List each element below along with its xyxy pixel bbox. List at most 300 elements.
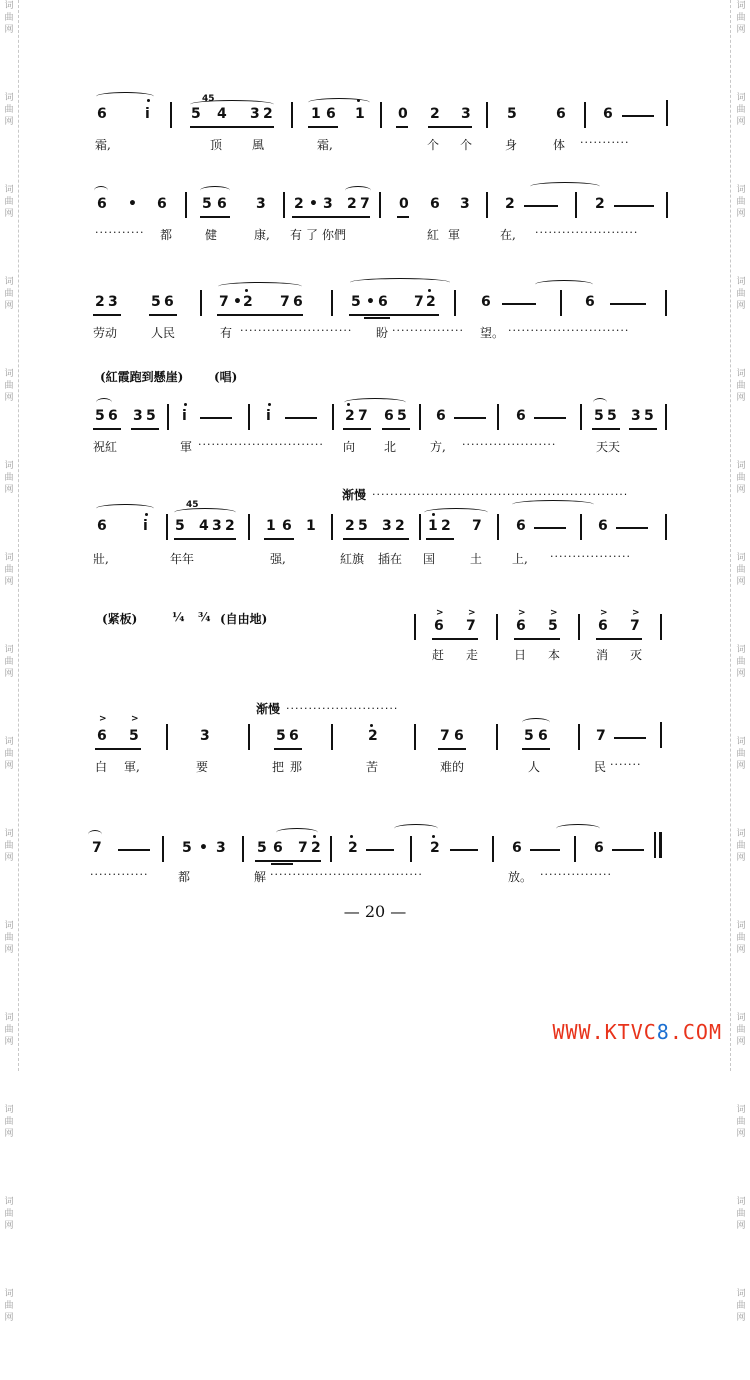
side-watermark-char: 曲	[4, 105, 14, 115]
side-watermark-char: 网	[736, 393, 746, 403]
note: 6	[556, 106, 566, 122]
side-watermark-char: 网	[4, 945, 14, 955]
side-watermark-char: 曲	[736, 197, 746, 207]
high-dot	[432, 513, 435, 516]
high-dot	[245, 289, 248, 292]
note: 3	[256, 196, 266, 212]
note: 7	[219, 294, 229, 310]
note: 6	[289, 728, 299, 744]
note: 6	[273, 840, 283, 856]
note: 1	[355, 106, 365, 122]
note: 3	[631, 408, 641, 424]
side-watermark-gap	[734, 1324, 748, 1380]
high-dot	[357, 99, 360, 102]
side-watermark-char: 曲	[4, 1117, 14, 1127]
bar-line	[580, 404, 582, 430]
note: 6	[516, 518, 526, 534]
lyric: 向	[343, 440, 356, 454]
bar-line	[665, 404, 667, 430]
note: 6	[594, 840, 604, 856]
note: 6	[384, 408, 394, 424]
note: •	[128, 196, 137, 212]
score-system-4	[0, 392, 750, 472]
side-watermark-char: 网	[736, 945, 746, 955]
side-watermark-char: 曲	[736, 473, 746, 483]
side-watermark-char: 网	[4, 1037, 14, 1047]
lyric: 霜,	[95, 138, 111, 152]
lyric: 难的	[440, 760, 465, 774]
note: 6	[603, 106, 613, 122]
side-watermark-gap	[734, 1048, 748, 1104]
side-watermark-char: 曲	[4, 197, 14, 207]
note: 6	[97, 728, 107, 744]
watermark-suffix: .COM	[669, 1020, 722, 1044]
side-watermark-char: 曲	[4, 1025, 14, 1035]
note: 6	[598, 618, 608, 634]
side-watermark-char: 网	[736, 117, 746, 127]
watermark-number: 8	[656, 1020, 670, 1044]
page-number: — 20 —	[343, 902, 407, 921]
accent-mark: >	[131, 714, 139, 724]
score-system-6	[0, 606, 750, 686]
side-watermark-char: 词	[736, 1013, 746, 1023]
lyric: 你們	[322, 228, 347, 242]
note: •	[366, 294, 375, 310]
side-watermark-char: 曲	[736, 1209, 746, 1219]
slur	[530, 182, 600, 191]
accent-mark: >	[436, 608, 444, 618]
note: 5	[191, 106, 201, 122]
bar-line	[660, 614, 662, 640]
high-dot	[432, 835, 435, 838]
side-watermark-char: 曲	[4, 381, 14, 391]
slur	[94, 186, 108, 195]
underline	[274, 748, 302, 750]
note: •	[233, 294, 242, 310]
note: 0	[399, 196, 409, 212]
note: 2	[348, 840, 358, 856]
bar-line	[166, 724, 168, 750]
underline	[174, 538, 236, 540]
underline	[93, 428, 121, 430]
note: 2	[294, 196, 304, 212]
sustain-dash	[530, 849, 560, 851]
underline	[432, 638, 478, 640]
slur	[96, 92, 154, 101]
side-watermark-char: 词	[736, 277, 746, 287]
side-watermark-char: 曲	[736, 841, 746, 851]
note: 3	[382, 518, 392, 534]
side-watermark-char: 词	[736, 93, 746, 103]
note: 1	[428, 518, 438, 534]
tempo-marking: 渐慢	[256, 702, 281, 716]
bar-line	[666, 192, 668, 218]
side-watermark-char: 曲	[4, 13, 14, 23]
note: 3	[250, 106, 260, 122]
score-system-5	[0, 486, 750, 566]
note: 2	[345, 518, 355, 534]
lyric: 紅	[427, 228, 440, 242]
slur	[344, 398, 406, 407]
note: 5	[146, 408, 156, 424]
side-watermark-char: 网	[4, 669, 14, 679]
side-watermark-char: 网	[736, 209, 746, 219]
note: 5	[397, 408, 407, 424]
note: 6	[436, 408, 446, 424]
note: 4	[217, 106, 227, 122]
side-watermark-char: 网	[4, 761, 14, 771]
side-watermark-char: 词	[4, 93, 14, 103]
side-watermark-char: 词	[4, 645, 14, 655]
note: 7	[280, 294, 290, 310]
high-dot	[350, 835, 353, 838]
note: 7	[466, 618, 476, 634]
side-watermark-char: 曲	[4, 1301, 14, 1311]
note: 6	[108, 408, 118, 424]
underline	[308, 126, 338, 128]
note: 6	[516, 408, 526, 424]
side-watermark-char: 词	[4, 277, 14, 287]
side-watermark-char: 曲	[4, 657, 14, 667]
lyric: 人民	[151, 326, 176, 340]
side-watermark-char: 网	[4, 117, 14, 127]
underline	[428, 126, 472, 128]
bar-line	[331, 290, 333, 316]
note: i	[143, 518, 148, 534]
side-watermark-char: 曲	[736, 933, 746, 943]
lyric: 顶	[210, 138, 223, 152]
underline	[93, 314, 121, 316]
lyric: 都	[160, 228, 173, 242]
note: 6	[585, 294, 595, 310]
slur	[350, 278, 450, 287]
note: 5	[175, 518, 185, 534]
side-watermark-char: 网	[736, 1313, 746, 1323]
bar-line	[492, 836, 494, 862]
bar-line	[414, 724, 416, 750]
side-watermark-char: 网	[736, 301, 746, 311]
bar-line	[578, 724, 580, 750]
side-watermark-char: 网	[736, 669, 746, 679]
note: 5	[644, 408, 654, 424]
note: 6	[538, 728, 548, 744]
lyric: 壯,	[93, 552, 109, 566]
lyric: 把	[272, 760, 285, 774]
side-watermark-char: 曲	[4, 473, 14, 483]
side-watermark-char: 词	[736, 1289, 746, 1299]
note: 2	[441, 518, 451, 534]
bar-line	[666, 100, 668, 126]
note: 2	[95, 294, 105, 310]
lyric: 健	[205, 228, 218, 242]
bar-line	[166, 514, 168, 540]
note: 3	[212, 518, 222, 534]
note: 5	[151, 294, 161, 310]
high-dot	[313, 835, 316, 838]
underline	[292, 216, 370, 218]
lyric: 劳动	[93, 326, 118, 340]
watermark-prefix: WWW.KTVC	[552, 1020, 657, 1044]
side-watermark-char: 网	[736, 1129, 746, 1139]
note: 0	[398, 106, 408, 122]
note: 6	[97, 196, 107, 212]
slur	[522, 718, 550, 727]
sustain-dash	[534, 417, 566, 419]
slur	[512, 500, 594, 509]
sustain-dash	[118, 849, 150, 851]
lyric: 望。	[480, 326, 505, 340]
note: 5	[351, 294, 361, 310]
sustain-dash	[622, 115, 654, 117]
sustain-dash	[610, 303, 646, 305]
lyric: 紅旗	[340, 552, 365, 566]
lyric: 灭	[630, 648, 643, 662]
accent-mark: >	[518, 608, 526, 618]
score-system-8	[0, 810, 750, 890]
side-watermark-char: 网	[4, 393, 14, 403]
high-dot	[370, 724, 373, 727]
bar-line	[496, 614, 498, 640]
note: 6	[434, 618, 444, 634]
note: 6	[326, 106, 336, 122]
side-watermark-char: 网	[736, 577, 746, 587]
note: 5	[507, 106, 517, 122]
bar-line	[419, 404, 421, 430]
note: 6	[598, 518, 608, 534]
continuation-dots: ·····················	[462, 438, 557, 451]
note: 5	[129, 728, 139, 744]
sustain-dash	[524, 205, 558, 207]
final-bar-line	[659, 832, 662, 858]
lyric: 强,	[270, 552, 286, 566]
sustain-dash	[614, 737, 646, 739]
lyric: 国	[423, 552, 436, 566]
sustain-dash	[454, 417, 486, 419]
side-watermark-char: 词	[4, 737, 14, 747]
side-watermark-char: 词	[736, 921, 746, 931]
lyric: 天天	[596, 440, 621, 454]
note: 5	[202, 196, 212, 212]
score-system-3	[0, 274, 750, 354]
note: 2	[368, 728, 378, 744]
high-dot	[147, 99, 150, 102]
lyric: 苦	[366, 760, 379, 774]
continuation-dots: ····························	[198, 438, 324, 451]
note: 6	[164, 294, 174, 310]
lyric: 在,	[500, 228, 516, 242]
sustain-dash	[200, 417, 232, 419]
bar-line	[162, 836, 164, 862]
lyric: 那	[290, 760, 303, 774]
note: 5	[276, 728, 286, 744]
side-watermark-char: 曲	[4, 933, 14, 943]
side-watermark-char: 词	[4, 1013, 14, 1023]
double-underline	[271, 863, 293, 865]
side-watermark-gap	[734, 956, 748, 1012]
side-watermark-char: 词	[736, 461, 746, 471]
underline	[200, 216, 230, 218]
side-watermark-char: 曲	[736, 289, 746, 299]
lyric: 都	[178, 870, 191, 884]
continuation-dots: ················	[540, 868, 612, 881]
side-watermark-char: 曲	[736, 1025, 746, 1035]
continuation-dots: ··················	[550, 550, 631, 563]
bar-line	[242, 836, 244, 862]
side-watermark-char: 网	[4, 1221, 14, 1231]
underline	[264, 538, 294, 540]
lyric: 了	[306, 228, 319, 242]
accent-mark: >	[468, 608, 476, 618]
note: 7	[596, 728, 606, 744]
time-signature: ¾	[198, 610, 211, 624]
side-watermark-char: 网	[736, 485, 746, 495]
note: 2	[505, 196, 515, 212]
side-watermark-gap	[2, 1048, 16, 1104]
bar-line	[170, 102, 172, 128]
note: 6	[454, 728, 464, 744]
slur	[593, 398, 607, 407]
bar-line	[332, 404, 334, 430]
side-watermark-char: 词	[4, 185, 14, 195]
side-watermark-char: 网	[4, 485, 14, 495]
lyric: 軍	[448, 228, 461, 242]
note: 6	[97, 518, 107, 534]
side-watermark-char: 词	[736, 737, 746, 747]
lyric: 盼	[376, 326, 389, 340]
note: 5	[257, 840, 267, 856]
underline	[149, 314, 177, 316]
lyric: 要	[196, 760, 209, 774]
underline	[397, 216, 409, 218]
tempo-direction: (紧板)	[102, 612, 138, 626]
site-watermark	[552, 1020, 722, 1044]
lyric: 康,	[254, 228, 270, 242]
bar-line	[419, 514, 421, 540]
side-watermark-char: 网	[736, 1037, 746, 1047]
lyric: 風	[252, 138, 265, 152]
lyric: 北	[384, 440, 397, 454]
note: 5	[95, 408, 105, 424]
note: 2	[243, 294, 253, 310]
bar-line	[665, 290, 667, 316]
note: 3	[461, 106, 471, 122]
bar-line	[496, 724, 498, 750]
underline	[217, 314, 303, 316]
bar-line	[660, 722, 662, 748]
side-watermark-char: 词	[4, 461, 14, 471]
side-watermark-char: 词	[736, 369, 746, 379]
side-watermark-char: 词	[736, 553, 746, 563]
note: 6	[516, 618, 526, 634]
lyric: 放。	[508, 870, 533, 884]
bar-line	[248, 724, 250, 750]
bar-line	[379, 192, 381, 218]
slur	[200, 186, 230, 195]
underline	[131, 428, 159, 430]
side-watermark-gap	[2, 1140, 16, 1196]
side-watermark-char: 词	[736, 1197, 746, 1207]
bar-line	[486, 192, 488, 218]
sustain-dash	[285, 417, 317, 419]
lyric: 白	[95, 760, 108, 774]
high-dot	[268, 403, 271, 406]
note: 2	[347, 196, 357, 212]
note: •	[309, 196, 318, 212]
score-system-1	[0, 92, 750, 172]
lyric: 軍,	[124, 760, 140, 774]
high-dot	[428, 289, 431, 292]
bar-line	[167, 404, 169, 430]
slur	[96, 504, 154, 513]
continuation-dots: ··································	[270, 868, 423, 881]
lyric: 人	[528, 760, 541, 774]
note: 5	[524, 728, 534, 744]
side-watermark-char: 曲	[736, 1117, 746, 1127]
side-watermark-char: 曲	[736, 13, 746, 23]
bar-line	[486, 102, 488, 128]
tempo-dots: ·························	[286, 702, 399, 715]
note: 2	[395, 518, 405, 534]
side-watermark-char: 网	[4, 25, 14, 35]
note: 7	[360, 196, 370, 212]
slur	[345, 186, 371, 195]
note: •	[199, 840, 208, 856]
tempo-dots: ·························································	[372, 488, 629, 501]
lyric: 个	[427, 138, 440, 152]
lyric: 体	[553, 138, 566, 152]
note: 7	[298, 840, 308, 856]
note: 1	[311, 106, 321, 122]
sustain-dash	[612, 849, 644, 851]
bar-line	[248, 514, 250, 540]
underline	[426, 538, 454, 540]
side-watermark-char: 词	[4, 1197, 14, 1207]
accent-mark: >	[600, 608, 608, 618]
note: 6	[481, 294, 491, 310]
bar-line	[380, 102, 382, 128]
continuation-dots: ···························	[508, 324, 630, 337]
slur	[218, 282, 302, 291]
bar-line	[330, 836, 332, 862]
tempo-marking: 渐慢	[342, 488, 367, 502]
side-watermark-gap	[734, 1140, 748, 1196]
side-watermark-char: 曲	[4, 749, 14, 759]
underline	[592, 428, 620, 430]
note: 4	[199, 518, 209, 534]
side-watermark-char: 曲	[4, 841, 14, 851]
sustain-dash	[502, 303, 536, 305]
lyric: 身	[505, 138, 518, 152]
side-watermark-char: 词	[736, 645, 746, 655]
sustain-dash	[616, 527, 648, 529]
side-watermark-char: 网	[736, 853, 746, 863]
underline	[522, 748, 550, 750]
continuation-dots: ················	[392, 324, 464, 337]
slur	[394, 824, 438, 833]
score-system-7	[0, 700, 750, 780]
note: 6	[157, 196, 167, 212]
note: 6	[217, 196, 227, 212]
underline	[349, 314, 439, 316]
note: 2	[426, 294, 436, 310]
note: 7	[472, 518, 482, 534]
side-watermark-char: 网	[736, 25, 746, 35]
note: 3	[460, 196, 470, 212]
bar-line	[497, 404, 499, 430]
continuation-dots: ·······················	[535, 226, 639, 239]
note: i	[266, 408, 271, 424]
lyric: 土	[470, 552, 483, 566]
